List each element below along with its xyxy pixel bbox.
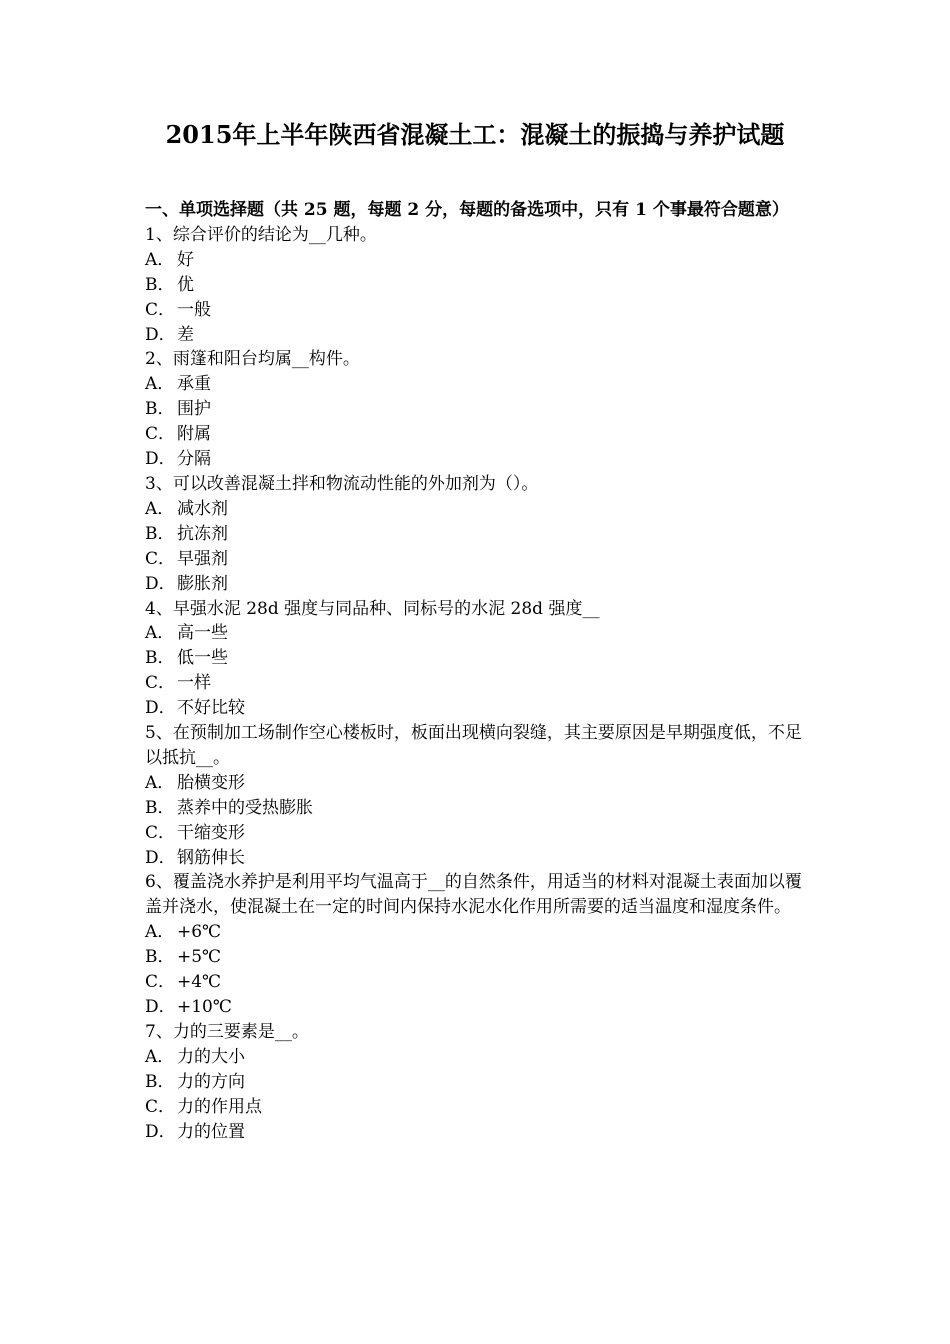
option-c <box>145 422 810 447</box>
option-letter: D． <box>145 847 176 868</box>
option-text: 力的作用点 <box>177 1096 262 1117</box>
question-4 <box>145 597 810 722</box>
option-text: 优 <box>177 274 194 295</box>
option-a <box>145 372 810 397</box>
option-text: +10℃ <box>177 997 232 1017</box>
option-letter: A． <box>145 1046 175 1067</box>
option-text: +4℃ <box>177 972 222 993</box>
question-2 <box>145 347 810 472</box>
option-letter: C． <box>145 673 176 694</box>
option-text: 蒸养中的受热膨胀 <box>177 797 313 818</box>
option-c <box>145 547 810 572</box>
option-text: 一般 <box>177 299 211 320</box>
question-stem: 4、早强水泥 28d 强度与同品种、同标号的水泥 28d 强度__ <box>145 598 600 619</box>
option-letter: A． <box>145 374 175 395</box>
option-text: 干缩变形 <box>177 822 245 843</box>
question-stem: 3、可以改善混凝土拌和物流动性能的外加剂为（）。 <box>145 473 539 494</box>
option-d <box>145 995 810 1020</box>
option-a <box>145 621 810 646</box>
option-text: +6℃ <box>177 922 222 943</box>
option-c <box>145 298 810 323</box>
option-letter: D． <box>145 449 176 470</box>
option-text: 围护 <box>177 399 211 420</box>
question-3 <box>145 472 810 597</box>
option-letter: D． <box>145 698 176 719</box>
document-body <box>145 198 810 1144</box>
option-c <box>145 970 810 995</box>
option-letter: D． <box>145 1121 176 1142</box>
option-letter: B． <box>145 797 175 818</box>
option-letter: A． <box>145 623 175 644</box>
option-text: 钢筋伸长 <box>177 847 245 868</box>
option-letter: B． <box>145 947 175 968</box>
question-stem: 2、雨篷和阳台均属__构件。 <box>145 349 360 370</box>
question-5 <box>145 721 810 870</box>
option-letter: A． <box>145 498 175 519</box>
option-a <box>145 771 810 796</box>
option-b <box>145 397 810 422</box>
question-stem: 6、覆盖浇水养护是利用平均气温高于__的自然条件，用适当的材料对混凝土表面加以覆盖并浇水，使混凝土在一定的时间内保持水泥水化作用所需要的适当温度和湿度条件。 <box>145 872 802 918</box>
question-stem: 1、综合评价的结论为__几种。 <box>145 224 377 245</box>
option-b <box>145 522 810 547</box>
option-text: 力的位置 <box>177 1121 245 1142</box>
option-b <box>145 273 810 298</box>
option-d <box>145 572 810 597</box>
option-b <box>145 796 810 821</box>
question-stem: 7、力的三要素是__。 <box>145 1021 309 1042</box>
document-title: 2015年上半年陕西省混凝土工：混凝土的振捣与养护试题 <box>165 120 785 149</box>
option-text: 力的方向 <box>177 1071 245 1092</box>
option-b <box>145 945 810 970</box>
option-a <box>145 248 810 273</box>
option-text: 早强剂 <box>177 548 228 569</box>
option-letter: B． <box>145 648 175 669</box>
option-text: 高一些 <box>177 623 228 644</box>
option-text: 差 <box>177 324 194 345</box>
option-d <box>145 846 810 871</box>
option-text: 膨胀剂 <box>177 573 228 594</box>
option-text: 减水剂 <box>177 498 228 519</box>
option-letter: C． <box>145 424 176 445</box>
option-text: 承重 <box>177 374 211 395</box>
question-6 <box>145 870 810 1019</box>
section-heading: 一、单项选择题（共 25 题，每题 2 分，每题的备选项中，只有 1 个事最符合题意） <box>145 200 789 220</box>
option-letter: C． <box>145 299 176 320</box>
option-letter: B． <box>145 274 175 295</box>
option-a <box>145 920 810 945</box>
option-d <box>145 323 810 348</box>
option-c <box>145 1095 810 1120</box>
option-b <box>145 1070 810 1095</box>
option-c <box>145 671 810 696</box>
option-letter: A． <box>145 772 175 793</box>
option-text: +5℃ <box>177 947 222 968</box>
option-letter: D． <box>145 997 176 1017</box>
option-d <box>145 447 810 472</box>
option-text: 附属 <box>177 424 211 445</box>
option-text: 力的大小 <box>177 1046 245 1067</box>
option-letter: B． <box>145 523 175 544</box>
option-letter: C． <box>145 1096 176 1117</box>
option-a <box>145 497 810 522</box>
option-letter: A． <box>145 922 175 943</box>
option-letter: C． <box>145 972 176 993</box>
option-c <box>145 821 810 846</box>
question-stem: 5、在预制加工场制作空心楼板时，板面出现横向裂缝，其主要原因是早期强度低，不足以抵抗__。 <box>145 723 802 768</box>
option-a <box>145 1045 810 1070</box>
option-letter: A． <box>145 249 175 270</box>
option-text: 好 <box>177 249 194 270</box>
option-text: 抗冻剂 <box>177 523 228 544</box>
option-d <box>145 696 810 721</box>
option-text: 胎横变形 <box>177 772 245 793</box>
option-text: 低一些 <box>177 648 228 669</box>
option-text: 不好比较 <box>177 698 245 719</box>
option-text: 分隔 <box>177 449 211 470</box>
option-letter: C． <box>145 548 176 569</box>
question-1 <box>145 223 810 348</box>
option-d <box>145 1120 810 1145</box>
option-letter: C． <box>145 822 176 843</box>
option-letter: B． <box>145 1071 175 1092</box>
option-letter: D． <box>145 573 176 594</box>
question-7 <box>145 1020 810 1145</box>
option-b <box>145 646 810 671</box>
option-letter: D． <box>145 324 176 345</box>
option-letter: B． <box>145 399 175 420</box>
option-text: 一样 <box>177 673 211 694</box>
